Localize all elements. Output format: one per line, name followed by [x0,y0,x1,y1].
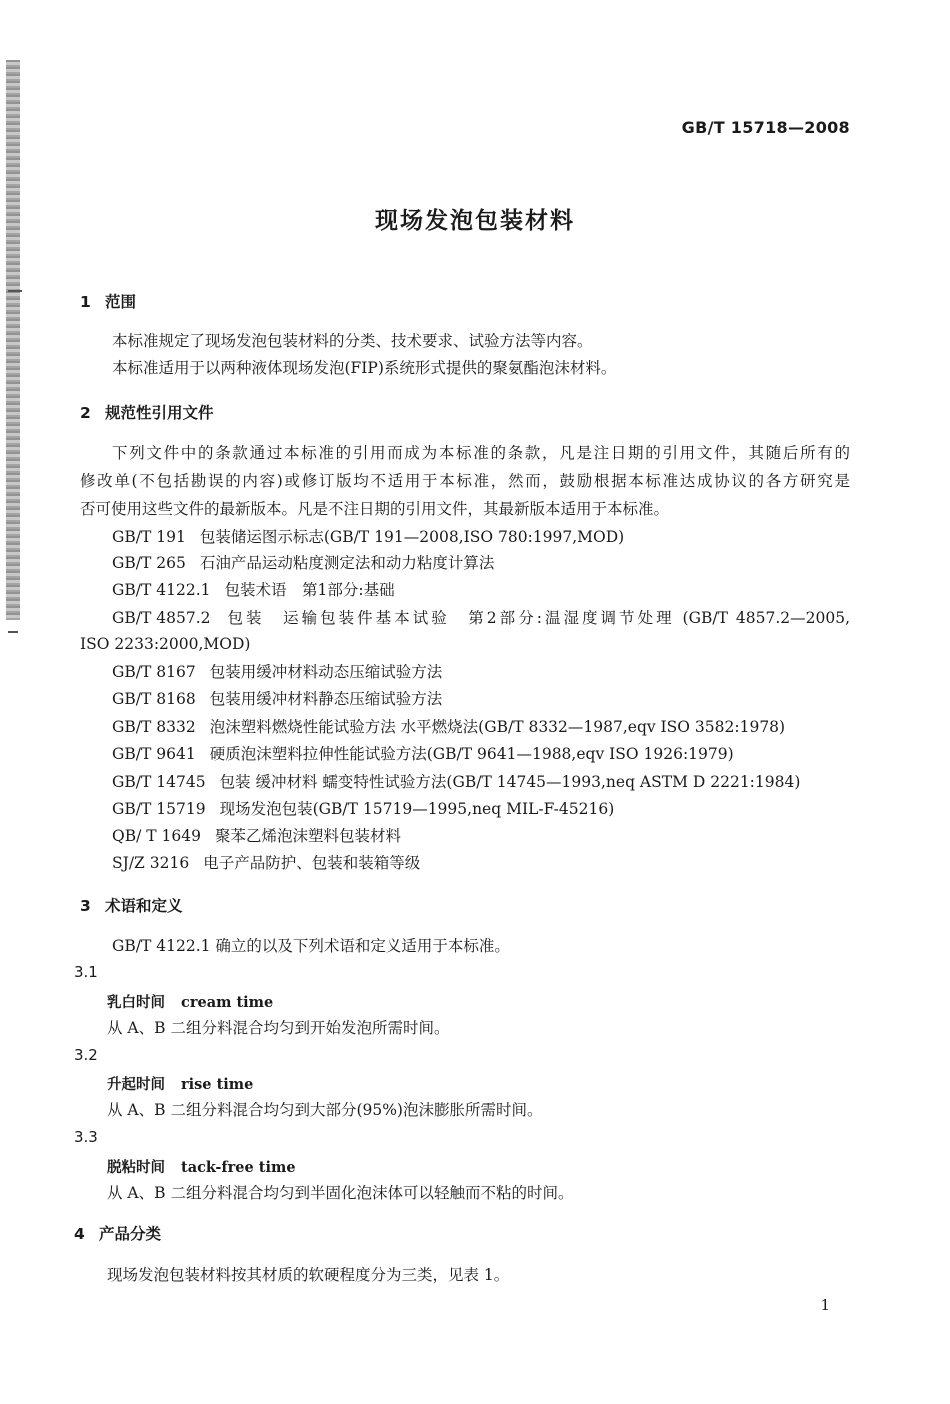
section-number: 3 [80,897,91,915]
section-title: 规范性引用文件 [105,404,214,422]
reference-code: GB/T 8168 [112,690,196,708]
reference-code: GB/T 191 [112,528,186,546]
term-name [107,991,273,1012]
term-name [107,1073,253,1094]
reference-title: 包装 缓冲材料 蠕变特性试验方法(GB/T 14745—1993,neq ASTM D 2221:1984) [219,773,801,791]
reference-title: 包装用缓冲材料动态压缩试验方法 [209,663,443,681]
reference-title: 聚苯乙烯泡沫塑料包装材料 [214,827,401,845]
reference-item [112,608,850,628]
paragraph: 本标准适用于以两种液体现场发泡(FIP)系统形式提供的聚氨酯泡沫材料。 [112,359,617,377]
reference-item [112,662,442,682]
term-name-zh: 升起时间 [107,1077,165,1093]
reference-item [112,853,420,873]
section-title: 术语和定义 [105,897,183,915]
reference-title: 现场发泡包装(GB/T 15719—1995,neq MIL-F-45216) [219,800,615,818]
reference-item [112,744,734,764]
section-number: 4 [74,1225,85,1243]
reference-title: 泡沫塑料燃烧性能试验方法 水平燃烧法(GB/T 8332—1987,eqv ISO 3582:1978) [209,718,786,736]
term-name-zh: 脱粘时间 [107,1160,165,1176]
reference-code: GB/T 8332 [112,718,196,736]
section-title: 产品分类 [99,1225,162,1243]
section-4-heading [74,1222,161,1244]
term-definition: 从 A、B 二组分料混合均匀到半固化泡沫体可以轻触而不粘的时间。 [107,1184,574,1202]
reference-item [112,826,401,846]
section-number: 2 [80,404,91,422]
term-name-en: rise time [181,1076,254,1093]
reference-continuation: ISO 2233:2000,MOD) [80,635,251,653]
term-number: 3.2 [74,1046,98,1064]
reference-code: GB/T 4857.2 [112,609,211,627]
reference-title: 硬质泡沫塑料拉伸性能试验方法(GB/T 9641—1988,eqv ISO 1926:1979) [209,745,734,763]
reference-code: GB/T 8167 [112,663,196,681]
reference-code: GB/T 4122.1 [112,581,211,599]
reference-title: 包装 运输包装件基本试验 第2部分:温湿度调节处理 (GB/T 4857.2—2005, [224,609,850,627]
reference-code: GB/T 9641 [112,745,196,763]
reference-title: 石油产品运动粘度测定法和动力粘度计算法 [199,554,495,572]
paragraph: GB/T 4122.1 确立的以及下列术语和定义适用于本标准。 [112,937,510,955]
reference-item [112,553,494,573]
reference-code: SJ/Z 3216 [112,854,190,872]
reference-item [112,527,624,547]
term-name-en: tack-free time [181,1159,296,1176]
term-definition: 从 A、B 二组分料混合均匀到开始发泡所需时间。 [107,1019,450,1037]
section-title: 范围 [105,293,137,311]
scan-binding-edge [6,60,20,620]
section-3-heading [80,894,183,916]
paragraph-line: 下列文件中的条款通过本标准的引用而成为本标准的条款，凡是注日期的引用文件，其随后所有的 [112,444,850,462]
term-name [107,1156,296,1177]
page-number: 1 [820,1296,830,1314]
term-name-en: cream time [181,994,274,1011]
paragraph: 本标准规定了现场发泡包装材料的分类、技术要求、试验方法等内容。 [112,332,593,350]
reference-title: 包装用缓冲材料静态压缩试验方法 [209,690,443,708]
paragraph-line: 修改单(不包括勘误的内容)或修订版均不适用于本标准，然而，鼓励根据本标准达成协议的各方研究是 [80,472,850,490]
reference-code: GB/T 15719 [112,800,206,818]
reference-item [112,717,785,737]
term-definition: 从 A、B 二组分料混合均匀到大部分(95%)泡沫膨胀所需时间。 [107,1101,543,1119]
section-number: 1 [80,293,91,311]
reference-item [112,799,614,819]
term-name-zh: 乳白时间 [107,995,165,1011]
reference-code: GB/T 265 [112,554,186,572]
scan-mark [8,631,18,633]
reference-item [112,689,442,709]
document-title: 现场发泡包装材料 [375,208,575,234]
reference-title: 包装术语 第1部分:基础 [224,581,395,599]
reference-title: 电子产品防护、包装和装箱等级 [203,854,421,872]
paragraph-line: 否可使用这些文件的最新版本。凡是不注日期的引用文件，其最新版本适用于本标准。 [80,500,670,518]
reference-title: 包装储运图示标志(GB/T 191—2008,ISO 780:1997,MOD) [199,528,625,546]
paragraph: 现场发泡包装材料按其材质的软硬程度分为三类，见表 1。 [107,1266,510,1284]
term-number: 3.1 [74,963,98,981]
reference-item [112,580,395,600]
section-2-heading [80,401,214,423]
scan-mark [8,290,22,292]
reference-code: QB/ T 1649 [112,827,201,845]
reference-item [112,772,800,792]
term-number: 3.3 [74,1128,98,1146]
section-1-heading [80,290,136,312]
reference-code: GB/T 14745 [112,773,206,791]
standard-number: GB/T 15718—2008 [681,118,850,137]
